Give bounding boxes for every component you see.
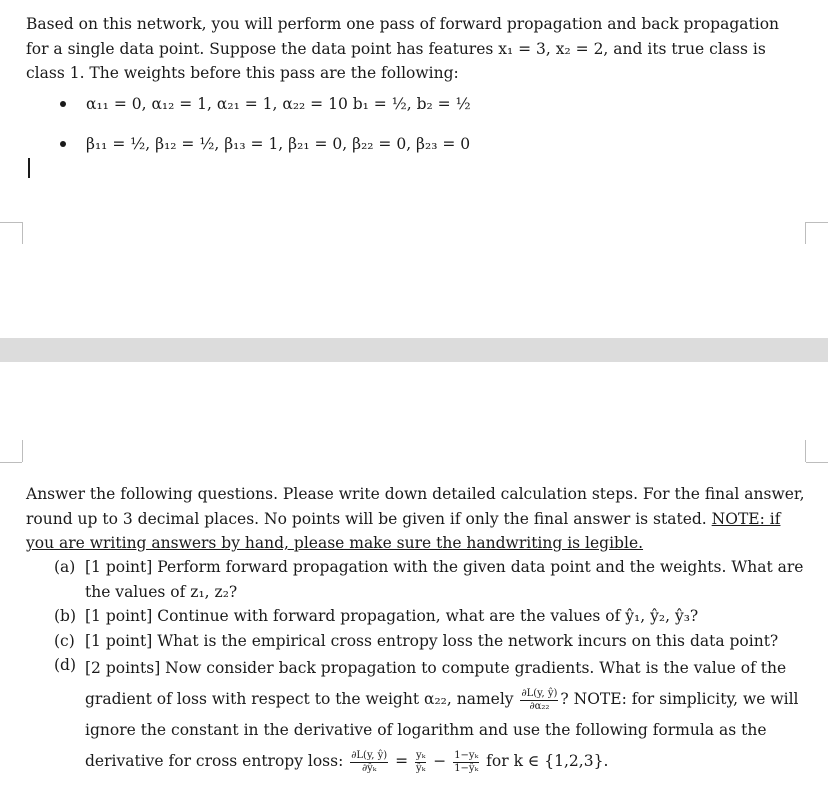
beta-weights: β₁₁ = ½, β₁₂ = ½, β₁₃ = 1, β₂₁ = 0, β₂₂ = 0, β₂₃ = 0: [86, 135, 471, 153]
one-minus-yk-fraction: [453, 750, 479, 775]
question-label: (d): [54, 656, 77, 674]
question-d: (d) [2 points] Now consider back propagation to compute gradients. What is the value of the gradient of loss with respect to the weight α₂₂, namely $\frac{\partial L(y, ŷ)}{\text{∂α₂₂}}$ ? NOTE: for simplicity, we will ignore the constant in the derivative of logarithm and use the following formula as the derivative for cross entropy loss: $\frac{\partial L(y, ŷ)}{\text{∂ŷₖ}}$ = $\frac{\text{yₖ}}{\text{ŷₖ}}$ − $\frac{\text{1−yₖ}}{\text{1−ŷₖ}}$ for k ∈ {1,2,3}.: [54, 653, 814, 777]
intro-paragraph: Based on this network, you will perform one pass of forward propagation and back propagation for a single data point. Suppose the data point has features x₁ = 3, x₂ = 2, and its true class is class 1. The weights before this pass are the following:: [26, 15, 780, 82]
page-corner-marker: [0, 462, 22, 463]
fraction-denominator: 1−ŷₖ: [454, 762, 479, 774]
question-b: [54, 604, 814, 629]
fraction-numerator: ∂L(y, ŷ): [351, 749, 388, 761]
page-corner-marker: [805, 440, 806, 462]
fraction-denominator: ŷₖ: [416, 762, 426, 774]
gradient-fraction: [520, 688, 558, 713]
page-corner-marker: [805, 222, 806, 244]
question-text: [1 point] Continue with forward propagation, what are the values of ŷ₁, ŷ₂, ŷ₃?: [85, 607, 699, 625]
page-gap: [0, 338, 828, 362]
question-label: (b): [54, 607, 77, 625]
question-text-end: for k ∈ {1,2,3}.: [481, 752, 609, 770]
question-text-mid: ? NOTE: for simplicity, we will ignore the constant in the derivative of logarithm and use the following formula as the derivative for cross entropy loss:: [85, 690, 799, 770]
question-text: [1 point] Perform forward propagation with the given data point and the weights. What are the values of z₁, z₂?: [85, 558, 804, 601]
question-text: [1 point] What is the empirical cross entropy loss the network incurs on this data point?: [85, 631, 779, 650]
question-text-start: [2 points] Now consider back propagation to compute gradients. What is the value of the gradient of loss with respect to the weight α₂₂, namely: [85, 659, 787, 708]
alpha-weights: α₁₁ = 0, α₁₂ = 1, α₂₁ = 1, α₂₂ = 10 b₁ = ½, b₂ = ½: [86, 95, 471, 113]
fraction-numerator: 1−yₖ: [454, 749, 479, 761]
fraction-denominator: ∂ŷₖ: [361, 762, 377, 774]
instructions-note: NOTE: if you are writing answers by hand, please make sure the handwriting is legible.: [26, 509, 781, 552]
text-cursor[interactable]: [28, 158, 30, 178]
question-label: (c): [54, 631, 75, 650]
page-corner-marker: [22, 222, 23, 244]
question-a: [54, 555, 814, 604]
question-label: (a): [54, 558, 76, 576]
fraction-numerator: yₖ: [416, 749, 426, 761]
fraction-numerator: ∂L(y, ŷ): [521, 687, 558, 699]
instructions-paragraph: [26, 482, 806, 556]
page-corner-marker: [22, 440, 23, 462]
loss-derivative-fraction: [350, 750, 388, 775]
question-c: [54, 629, 814, 654]
bullet-icon: [60, 141, 66, 147]
fraction-denominator: ∂α₂₂: [529, 700, 550, 712]
page-corner-marker: [0, 222, 23, 223]
instructions-main: Answer the following questions. Please write down detailed calculation steps. For the final answer, round up to 3 decimal places. No points will be given if only the final answer is stated.: [26, 485, 805, 528]
page-corner-marker: [806, 462, 828, 463]
page-corner-marker: [805, 222, 828, 223]
bullet-icon: [60, 101, 66, 107]
question-list: [54, 555, 814, 777]
yk-fraction: [415, 750, 426, 775]
